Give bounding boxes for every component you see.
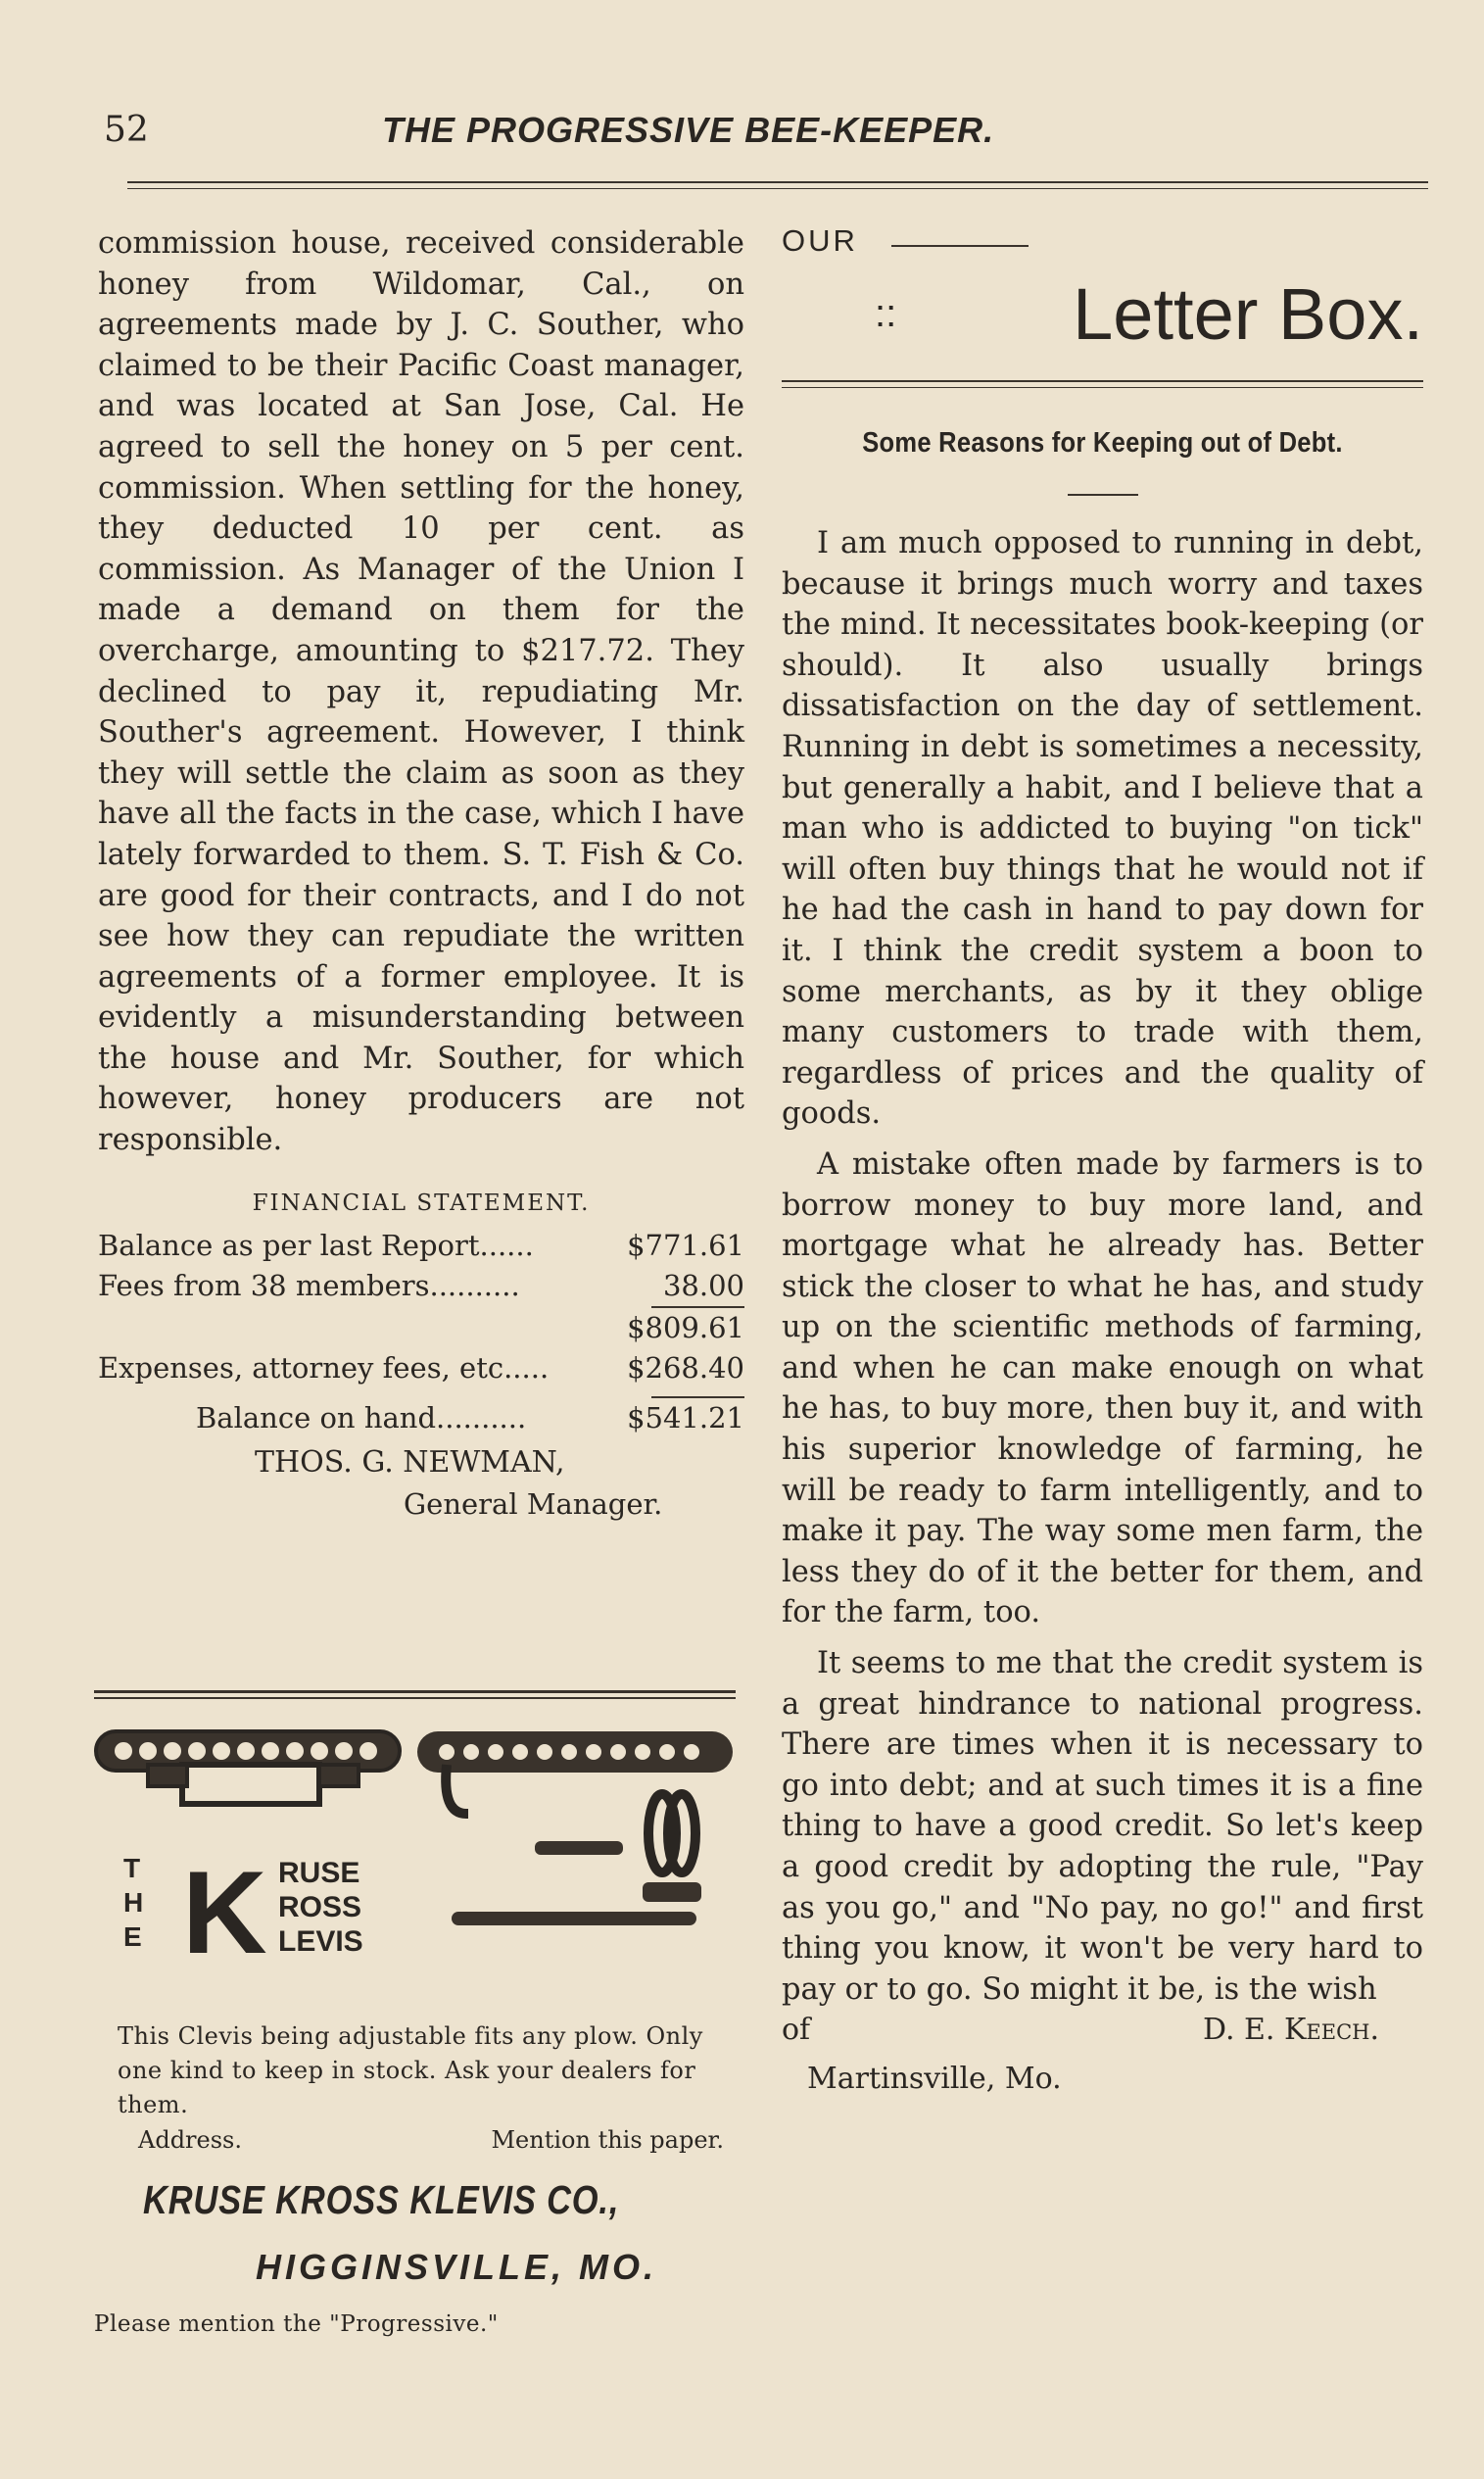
logo-word-ruse: RUSE [278, 1857, 360, 1889]
article-paragraph: I am much opposed to running in debt, because it brings much worry and taxes the mind. It necessitates book-keeping (or should). It also usually brings dissatisfaction on the day of settlement. Running in debt is sometimes a necessity, but generally a habit, and I believe that a man who is addicted to buying "on tick" will often buy things that he would not if he had the cash in hand to pay down for it. I think the credit system a boon to some merchants, as by it they oblige many customers to trade with them, regardless of prices and the quality of goods. [782, 526, 1423, 1132]
clevis-illustration [94, 1726, 736, 2019]
title-rule [1068, 494, 1138, 496]
advertisement [94, 1690, 736, 2337]
ad-address-row [94, 2122, 736, 2158]
page-header [98, 110, 1430, 169]
ad-mention-label: Mention this paper. [491, 2126, 724, 2154]
financial-row-label: Balance as per last Report...... [98, 1228, 534, 1262]
please-mention: Please mention the "Progressive." [94, 2311, 499, 2337]
our-rule [891, 245, 1029, 247]
our-heading [782, 223, 1423, 263]
section-rule [782, 380, 1423, 382]
ad-address-label: Address. [138, 2126, 242, 2154]
signature-title: General Manager. [404, 1486, 663, 1521]
letter-box-heading [782, 263, 1423, 353]
sign-line [782, 2010, 1423, 2051]
logo-the-t: T [123, 1853, 141, 1883]
signature-name: THOS. G. NEWMAN, [255, 1444, 565, 1480]
author-place: Martinsville, Mo. [807, 2062, 1062, 2097]
article-paragraph: A mistake often made by farmers is to borrow money to buy more land, and mortgage what he already has. Better stick the closer to what he has, and study up on the scientific methods of farming, and when he can make enough on what he has, to buy more, then buy it, and with his superior knowledge of farming, he will be ready to farm intelligently, and to make it pay. The way some men farm, the less they do of it the better for them, and for the farm, too. [782, 1146, 1423, 1630]
balance-label: Balance on hand.......... [196, 1400, 527, 1434]
logo-word-levis: LEVIS [278, 1925, 363, 1958]
financial-row-label: Fees from 38 members.......... [98, 1268, 520, 1302]
financial-row-amount: $771.61 [627, 1228, 744, 1262]
right-column [782, 223, 1423, 2100]
ad-rule [94, 1690, 736, 1702]
expenses-row [98, 1348, 744, 1388]
financial-row [98, 1226, 744, 1266]
logo-big-k: K [182, 1847, 267, 1978]
ad-company: KRUSE KROSS KLEVIS CO., [143, 2177, 620, 2222]
logo-the-h: H [123, 1887, 144, 1918]
expenses-amount: $268.40 [627, 1350, 744, 1385]
running-title: THE PROGRESSIVE BEE-KEEPER. [382, 110, 995, 150]
our-label: OUR [782, 223, 858, 258]
financial-title: FINANCIAL STATEMENT. [252, 1190, 591, 1216]
section-title: Letter Box. [1073, 273, 1423, 355]
author-name: D. E. Keech. [1202, 2013, 1379, 2048]
header-rule [127, 181, 1428, 183]
logo-the-e: E [123, 1921, 142, 1952]
page-number: 52 [104, 110, 149, 150]
expenses-label: Expenses, attorney fees, etc..... [98, 1350, 550, 1385]
left-column [98, 223, 744, 1525]
article-title: Some Reasons for Keeping out of Debt. [862, 427, 1343, 459]
balance-row [98, 1398, 744, 1438]
ad-city: HIGGINSVILLE, MO. [256, 2247, 658, 2287]
left-paragraph: commission house, received considerable honey from Wildomar, Cal., on agreements made by J. C. Souther, who claimed to be their Pacific Coast manager, and was located at San Jose, Cal. He agreed to sell the honey on 5 per cent. commission. When settling for the honey, they deducted 10 per cent. as commission. As Manager of the Union I made a demand on them for the overcharge, amounting to $217.72. They declined to pay it, repudiating Mr. Souther's agreement. However, I think they will settle the claim as soon as they have all the facts in the case, which I have lately forwarded to them. S. T. Fish & Co. are good for their contracts, and I do not see how they can repudiate the written agreements of a former employee. It is evidently a misunderstanding between the house and Mr. Souther, for which however, honey producers are not responsible. [98, 226, 744, 1158]
sign-of: of [782, 2013, 811, 2048]
ad-description: This Clevis being adjustable fits any plow. Only one kind to keep in stock. Ask your dealers for them. [118, 2022, 703, 2118]
colon-ornament: :: [875, 292, 897, 335]
clevis-icon [94, 1726, 736, 2019]
section-rule [782, 387, 1423, 388]
financial-subtotal: $809.61 [627, 1310, 744, 1344]
article-paragraph: It seems to me that the credit system is a great hindrance to national progress. There are times when it is necessary to go into debt; and at such times it is a fine thing to have a good credit. So let's keep a good credit by adopting the rule, "Pay as you go," and "No pay, no go!" and first thing you know, it won't be very hard to pay or to go. So might it be, is the wish [782, 1646, 1423, 2007]
balance-amount: $541.21 [627, 1400, 744, 1434]
financial-row [98, 1266, 744, 1306]
logo-word-ross: ROSS [278, 1891, 362, 1923]
financial-row-amount: 38.00 [662, 1268, 744, 1302]
